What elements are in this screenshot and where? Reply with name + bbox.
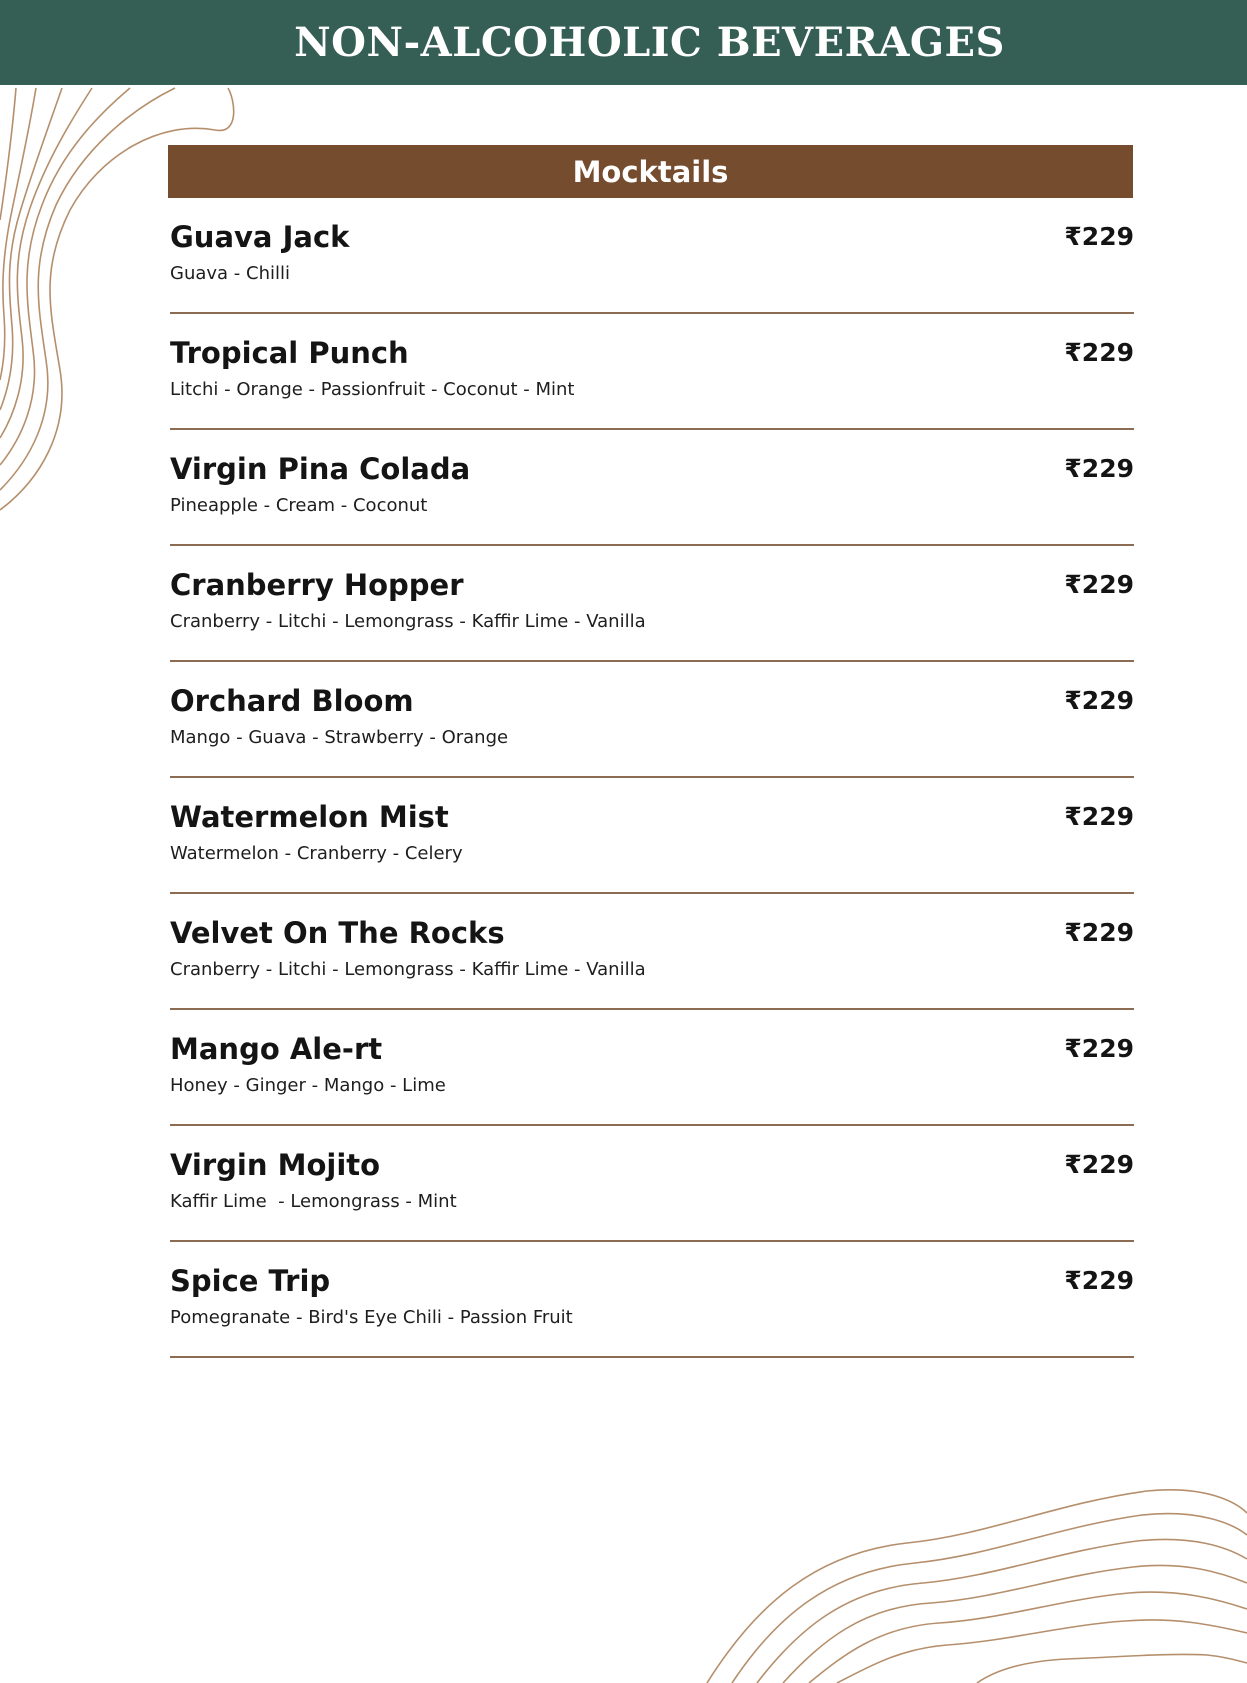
item-description: Watermelon - Cranberry - Celery [170,843,463,864]
item-price: ₹229 [1064,686,1134,715]
item-description: Cranberry - Litchi - Lemongrass - Kaffir Lime - Vanilla [170,611,646,632]
page-title: NON-ALCOHOLIC BEVERAGES [294,19,1005,66]
item-price: ₹229 [1064,570,1134,599]
item-price: ₹229 [1064,1034,1134,1063]
item-price: ₹229 [1064,222,1134,251]
menu-item [170,1010,1134,1126]
page-header [0,0,1247,85]
menu-item [170,546,1134,662]
item-name: Mango Ale-rt [170,1032,383,1066]
menu-item [170,198,1134,314]
menu-item [170,314,1134,430]
menu-item [170,894,1134,1010]
item-description: Honey - Ginger - Mango - Lime [170,1075,446,1096]
item-name: Virgin Mojito [170,1148,381,1182]
item-price: ₹229 [1064,1150,1134,1179]
menu-item [170,1126,1134,1242]
item-name: Guava Jack [170,220,350,254]
item-price: ₹229 [1064,454,1134,483]
menu-list [170,198,1134,1358]
item-name: Tropical Punch [170,336,409,370]
menu-item [170,1242,1134,1358]
section-title: Mocktails [572,154,729,189]
menu-item [170,778,1134,894]
item-price: ₹229 [1064,1266,1134,1295]
item-name: Virgin Pina Colada [170,452,471,486]
item-description: Pomegranate - Bird's Eye Chili - Passion Fruit [170,1307,573,1328]
item-name: Spice Trip [170,1264,331,1298]
item-description: Pineapple - Cream - Coconut [170,495,428,516]
item-price: ₹229 [1064,802,1134,831]
item-name: Watermelon Mist [170,800,449,834]
item-price: ₹229 [1064,338,1134,367]
item-name: Cranberry Hopper [170,568,464,602]
item-description: Litchi - Orange - Passionfruit - Coconut - Mint [170,379,575,400]
menu-item [170,662,1134,778]
item-price: ₹229 [1064,918,1134,947]
menu-item [170,430,1134,546]
item-name: Orchard Bloom [170,684,414,718]
item-description: Guava - Chilli [170,263,290,284]
item-description: Kaffir Lime - Lemongrass - Mint [170,1191,457,1212]
item-description: Cranberry - Litchi - Lemongrass - Kaffir Lime - Vanilla [170,959,646,980]
item-name: Velvet On The Rocks [170,916,505,950]
section-header-mocktails [168,145,1133,198]
contour-lines-bottom-right [647,1483,1247,1683]
item-description: Mango - Guava - Strawberry - Orange [170,727,509,748]
